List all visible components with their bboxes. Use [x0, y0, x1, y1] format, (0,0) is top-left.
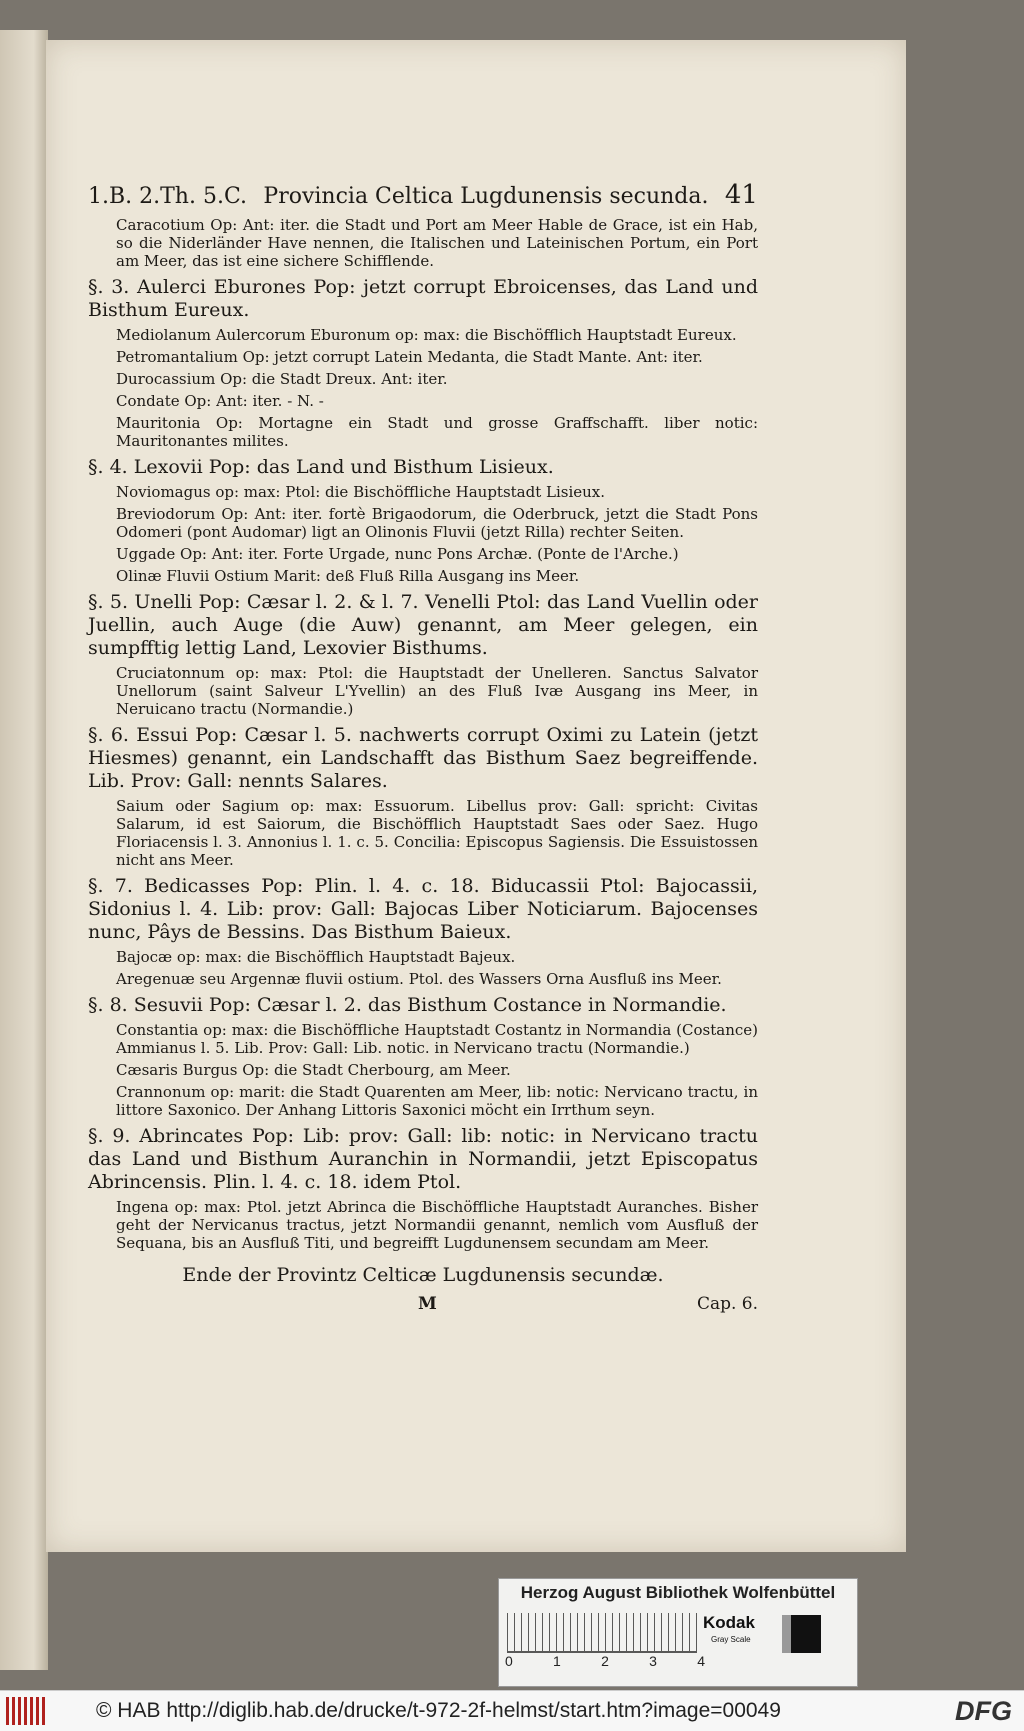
page-foot: [88, 1294, 758, 1314]
section-heading: §. 9. Abrincates Pop: Lib: prov: Gall: lib: notic: in Nervicano tractu das Land und Bisthum Auranchin in Normandii, jetzt Episcopatus Abrincensis. Plin. l. 4. c. 18. idem Ptol.: [88, 1125, 758, 1193]
black-swatch: [791, 1615, 821, 1653]
place-entry: Uggade Op: Ant: iter. Forte Urgade, nunc Pons Archæ. (Ponte de l'Arche.): [116, 545, 679, 563]
place-entry: Bajocæ op: max: die Bischöfflich Hauptstadt Bajeux.: [116, 948, 516, 966]
page-text: [88, 180, 758, 1314]
previous-page-edge: [0, 30, 48, 1670]
hab-logo-icon: [6, 1697, 46, 1725]
ruler-tick: 0: [505, 1653, 513, 1669]
page-number: 41: [724, 180, 758, 210]
source-link[interactable]: © HAB http://diglib.hab.de/drucke/t-972-2f-helmst/start.htm?image=00049: [96, 1699, 781, 1722]
place-entry: Olinæ Fluvii Ostium Marit: deß Fluß Rilla Ausgang ins Meer.: [116, 567, 580, 585]
gray-scale-label: Gray Scale: [711, 1635, 751, 1644]
section-heading: §. 4. Lexovii Pop: das Land und Bisthum Lisieux.: [88, 456, 554, 478]
place-entry: Crannonum op: marit: die Stadt Quarenten am Meer, lib: notic: Nervicano tractu, in littore Saxonico. Der Anhang Littoris Saxonici möcht ein Irrthum seyn.: [116, 1083, 758, 1119]
text-blocks: [88, 216, 758, 1252]
ruler-tick: 2: [601, 1653, 609, 1669]
place-entry: Cæsaris Burgus Op: die Stadt Cherbourg, am Meer.: [116, 1061, 511, 1079]
running-header: [88, 180, 758, 210]
header-title: Provincia Celtica Lugdunensis secunda.: [263, 184, 709, 209]
place-entry: Mediolanum Aulercorum Eburonum op: max: die Bischöfflich Hauptstadt Eureux.: [116, 326, 737, 344]
section-heading: §. 6. Essui Pop: Cæsar l. 5. nachwerts corrupt Oximi zu Latein (jetzt Hiesmes) genannt, ein Landschafft das Bisthum Saez begreiffende. Lib. Prov: Gall: nennts Salares.: [88, 724, 758, 792]
place-entry: Ingena op: max: Ptol. jetzt Abrinca die Bischöffliche Hauptstadt Auranches. Bisher geht der Nervicanus tractus, jetzt Normandii genannt, nemlich vom Ausfluß der Sequana, bis an Ausfluß Titi, und begreifft Lugdunensem secundam am Meer.: [116, 1198, 758, 1252]
ruler-tick: 4: [697, 1653, 705, 1669]
header-reference: 1.B. 2.Th. 5.C.: [88, 184, 247, 209]
catchword: Cap. 6.: [696, 1294, 758, 1314]
ruler-scale: [507, 1613, 697, 1653]
place-entry: Petromantalium Op: jetzt corrupt Latein Medanta, die Stadt Mante. Ant: iter.: [116, 348, 703, 366]
end-line: Ende der Provintz Celticæ Lugdunensis secundæ.: [182, 1264, 664, 1286]
place-entry: Durocassium Op: die Stadt Dreux. Ant: iter.: [116, 370, 448, 388]
section-heading: §. 7. Bedicasses Pop: Plin. l. 4. c. 18. Biducassii Ptol: Bajocassii, Sidonius l. 4. Lib: prov: Gall: Bajocas Liber Noticiarum. Bajocenses nunc, Pâys de Bessins. Das Bisthum Baieux.: [88, 875, 758, 943]
section-heading: §. 8. Sesuvii Pop: Cæsar l. 2. das Bisthum Costance in Normandie.: [88, 994, 727, 1016]
place-entry: Caracotium Op: Ant: iter. die Stadt und Port am Meer Hable de Grace, ist ein Hab, so die Niderländer Have nennen, die Italischen und Lateinischen Portum, ein Port am Meer, das ist eine sichere Schifflende.: [116, 216, 758, 270]
section-heading: §. 3. Aulerci Eburones Pop: jetzt corrupt Ebroicenses, das Land und Bisthum Eureux.: [88, 276, 758, 321]
place-entry: Saium oder Sagium op: max: Essuorum. Libellus prov: Gall: spricht: Civitas Salarum, id est Saiorum, die Bischöfflich Hauptstadt Saes oder Saez. Hugo Floriacensis l. 3. Annonius l. 1. c. 5. Concilia: Episcopus Sagiensis. Die Essuistossen nicht ans Meer.: [116, 797, 758, 869]
place-entry: Mauritonia Op: Mortagne ein Stadt und grosse Graffschafft. liber notic: Mauritonantes milites.: [116, 414, 758, 450]
place-entry: Breviodorum Op: Ant: iter. fortè Brigaodorum, die Oderbruck, jetzt die Stadt Pons Odomeri (pont Audomar) ligt an Olinonis Fluvii (jetzt Rilla) rechter Seiten.: [116, 505, 758, 541]
kodak-label: Kodak: [703, 1613, 755, 1632]
colorbar-title: Herzog August Bibliothek Wolfenbüttel: [520, 1583, 836, 1602]
place-entry: Constantia op: max: die Bischöffliche Hauptstadt Costantz in Normandia (Costance) Ammianus l. 5. Lib. Prov: Gall: Lib. notic. in Nervicano tractu (Normandie.): [116, 1021, 758, 1057]
section-heading: §. 5. Unelli Pop: Cæsar l. 2. & l. 7. Venelli Ptol: das Land Vuellin oder Juellin, auch Auge (die Auw) genannt, am Meer gelegen, ein sumpfftig lettig Land, Lexovier Bisthums.: [88, 591, 758, 659]
dfg-logo: DFG: [955, 1696, 1012, 1726]
place-entry: Noviomagus op: max: Ptol: die Bischöffliche Hauptstadt Lisieux.: [116, 483, 606, 501]
gray-swatch: [782, 1615, 791, 1653]
place-entry: Aregenuæ seu Argennæ fluvii ostium. Ptol. des Wassers Orna Ausfluß ins Meer.: [116, 970, 722, 988]
signature-mark: M: [418, 1294, 437, 1314]
ruler-tick: 3: [649, 1653, 657, 1669]
viewer-footer: [0, 1690, 1024, 1731]
place-entry: Condate Op: Ant: iter. - N. -: [116, 392, 324, 410]
color-reference-card: [498, 1578, 858, 1687]
ruler-tick: 1: [553, 1653, 561, 1669]
place-entry: Cruciatonnum op: max: Ptol: die Hauptstadt der Unelleren. Sanctus Salvator Unellorum (saint Salveur L'Yvellin) an des Fluß Ivæ Ausgang ins Meer, in Neruicano tractu (Normandie.): [116, 664, 758, 718]
ruler-ticks: [505, 1653, 705, 1669]
